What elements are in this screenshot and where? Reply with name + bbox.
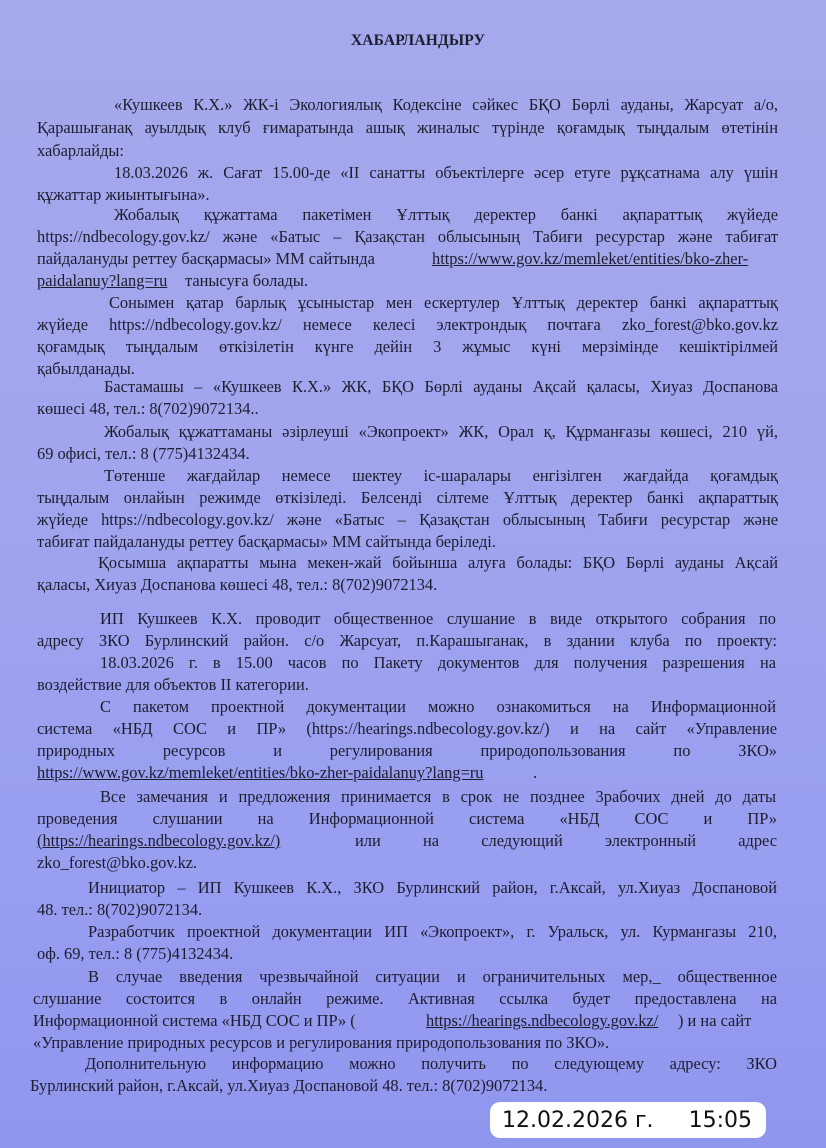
text-line: Төтенше жағдайлар немесе шектеу іс-шаралары енгізілген жағдайда қоғамдық bbox=[104, 466, 778, 485]
text-line: «Управление природных ресурсов и регулирования природопользования по ЗКО». bbox=[33, 1033, 610, 1052]
text-line: жүйеде https://ndbecology.gov.kz/ немесе келесі электрондық почтаға zko_forest@bko.gov.kz bbox=[37, 315, 778, 334]
document-title: ХАБАРЛАНДЫРУ bbox=[350, 32, 486, 49]
text-line: Дополнительную информацию можно получить по следующему адресу: ЗКО bbox=[85, 1054, 777, 1073]
text-line: оф. 69, тел.: 8 (775)4132434. bbox=[37, 944, 234, 963]
text-line: слушание состоится в онлайн режиме. Активная ссылка будет предоставлена на bbox=[33, 989, 777, 1008]
photo-timestamp bbox=[490, 1102, 766, 1138]
text-line: природных ресурсов и регулирования природопользования по ЗКО» bbox=[37, 741, 777, 760]
text-line: құжаттар жиынтығына». bbox=[37, 185, 210, 204]
text-line: 69 офисі, тел.: 8 (775)4132434. bbox=[37, 444, 250, 463]
text-line: Қосымша ақпаратты мына мекен-жай бойынша алуға болады: БҚО Бөрлі ауданы Ақсай bbox=[98, 553, 778, 572]
text-line: . bbox=[533, 763, 538, 782]
timestamp-date: 12.02.2026 г. bbox=[502, 1107, 654, 1133]
text-line: 18.03.2026 ж. Сағат 15.00-де «II санатты объектілерге әсер етуге рұқсатнама алу үшін bbox=[114, 163, 778, 182]
text-line: https://ndbecology.gov.kz/ және «Батыс – Қазақстан облысының Табиғи ресурстар және табиғат bbox=[37, 227, 778, 246]
text-line: С пакетом проектной документации можно ознакомиться на Информационной bbox=[100, 697, 776, 716]
text-line: ИП Кушкеев К.Х. проводит общественное слушание в виде открытого собрания по bbox=[100, 609, 776, 628]
hearings-link[interactable]: https://hearings.ndbecology.gov.kz/ bbox=[426, 1011, 659, 1030]
text-line: Информационной система «НБД СОС и ПР» ( bbox=[33, 1011, 356, 1030]
text-line: или на следующий электронный адрес bbox=[355, 831, 777, 850]
text-line: воздействие для объектов II категории. bbox=[37, 675, 309, 694]
timestamp-time: 15:05 bbox=[688, 1107, 752, 1133]
email-address: zko_forest@bko.gov.kz. bbox=[37, 853, 198, 872]
text-line: система «НБД СОС и ПР» (https://hearings.ndbecology.gov.kz/) и на сайт «Управление bbox=[37, 719, 777, 738]
text-line: Разработчик проектной документации ИП «Экопроект», г. Уральск, ул. Курмангазы 210, bbox=[88, 922, 777, 941]
gov-kz-link[interactable]: https://www.gov.kz/memleket/entities/bko-zher- bbox=[432, 249, 749, 268]
text-line: табиғат пайдалануды реттеу басқармасы» ММ сайтында беріледі. bbox=[37, 532, 496, 551]
text-line: проведения слушании на Информационной система «НБД СОС и ПР» bbox=[37, 809, 777, 828]
text-line: көшесі 48, тел.: 8(702)9072134.. bbox=[37, 399, 259, 418]
text-line: Бастамашы – «Кушкеев К.Х.» ЖК, БҚО Бөрлі ауданы Ақсай қаласы, Хиуаз Доспанова bbox=[104, 377, 778, 396]
text-line: хабарлайды: bbox=[37, 141, 124, 160]
text-line: ) и на сайт bbox=[678, 1011, 752, 1030]
text-line: Бурлинский район, г.Аксай, ул.Хиуаз Доспановой 48. тел.: 8(702)9072134. bbox=[30, 1076, 548, 1095]
text-line: қоғамдық тыңдалым өткізілетін күнге дейін 3 жұмыс күні мерзімінде кешіктірілмей bbox=[37, 337, 778, 356]
text-line: жүйеде https://ndbecology.gov.kz/ және «Батыс – Қазақстан облысының Табиғи ресурстар және bbox=[37, 510, 778, 529]
text-line: 18.03.2026 г. в 15.00 часов по Пакету документов для получения разрешения на bbox=[100, 653, 776, 672]
text-line: танысуға болады. bbox=[185, 271, 308, 290]
text-line: Жобалық құжаттама пакетімен Ұлттық деректер банкі ақпараттық жүйеде bbox=[114, 205, 778, 224]
text-line: қабылданады. bbox=[37, 359, 135, 378]
text-line: пайдалануды реттеу басқармасы» ММ сайтында bbox=[37, 249, 375, 268]
text-line: тыңдалым онлайын режимде өткізіледі. Белсенді сілтеме Ұлттық деректер банкі ақпараттық bbox=[37, 488, 778, 507]
text-line: Сонымен қатар барлық ұсыныстар мен ескертулер Ұлттық деректер банкі ақпараттық bbox=[109, 293, 778, 312]
hearings-link[interactable]: (https://hearings.ndbecology.gov.kz/) bbox=[37, 831, 281, 850]
gov-kz-link[interactable]: https://www.gov.kz/memleket/entities/bko-zher-paidalanuy?lang=ru bbox=[37, 763, 484, 782]
text-line: Қарашығанақ ауылдық клуб ғимаратында ашық жиналыс түрінде қоғамдық тыңдалым өтетінін bbox=[37, 118, 778, 137]
text-line: қаласы, Хиуаз Доспанова көшесі 48, тел.: 8(702)9072134. bbox=[37, 575, 438, 594]
text-line: «Кушкеев К.Х.» ЖК-і Экологиялық Кодексіне сәйкес БҚО Бөрлі ауданы, Жарсуат а/о, bbox=[114, 95, 778, 114]
text-line: адресу ЗКО Бурлинский район. с/о Жарсуат, п.Карашыганак, в здании клуба по проекту: bbox=[37, 631, 777, 650]
text-line: Жобалық құжаттаманы әзірлеуші «Экопроект» ЖК, Орал қ, Құрманғазы көшесі, 210 үй, bbox=[104, 422, 778, 441]
text-line: В случае введения чрезвычайной ситуации и ограничительных мер,_ общественное bbox=[88, 967, 777, 986]
text-line: 48. тел.: 8(702)9072134. bbox=[37, 900, 203, 919]
text-line: Все замечания и предложения принимается в срок не позднее 3рабочих дней до даты bbox=[100, 787, 776, 806]
text-line: Инициатор – ИП Кушкеев К.Х., ЗКО Бурлинский район, г.Аксай, ул.Хиуаз Доспановой bbox=[88, 878, 777, 897]
gov-kz-link-continued[interactable]: paidalanuy?lang=ru bbox=[37, 271, 168, 290]
